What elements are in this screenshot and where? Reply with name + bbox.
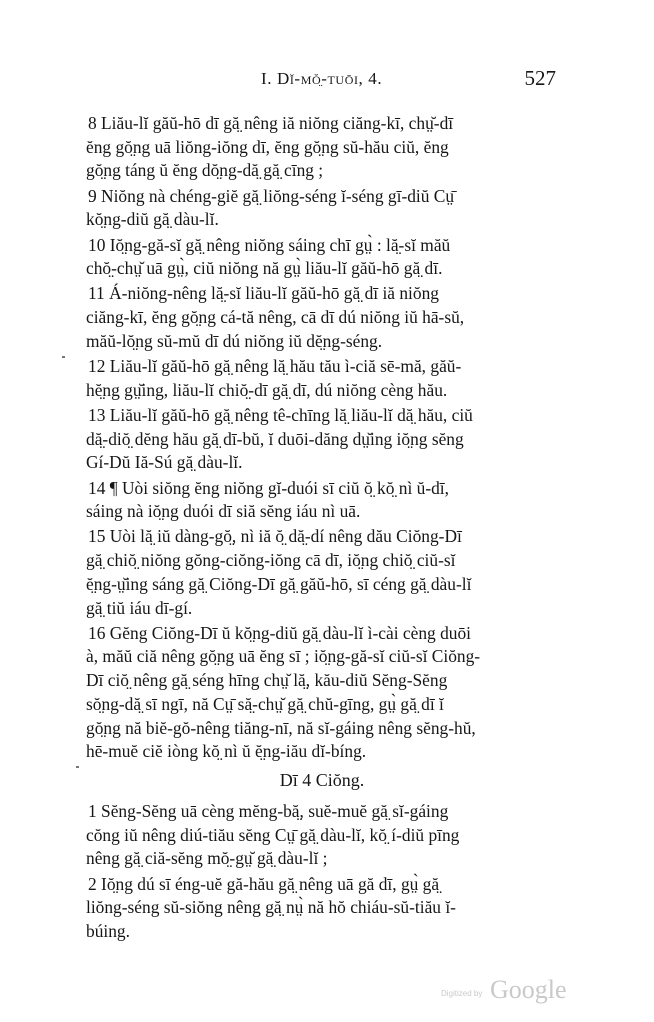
verse-line: 8 Liău-lĭ găŭ-hō dī gă̤ nêng iă niŏng ciăng-kī, chṳ̆-dī — [88, 113, 454, 133]
verse-paragraph — [86, 404, 558, 475]
running-title: I. Dĭ-mŏ̤-tuōi, 4. — [261, 69, 383, 88]
verse-line: gŏ̤ng táng ŭ ĕng dŏ̤ng-dă̤ gă̤ cīng ; — [86, 160, 324, 181]
verse-line: gŏ̤ng nă biĕ-gŏ-nêng tiăng-nī, nă sĭ-gáing nêng sĕng-hŭ, — [86, 717, 476, 738]
verse-line: 13 Liău-lĭ găŭ-hō gă̤ nêng tê-chīng lă̤ liău-lĭ dă̤ hău, ciŭ — [88, 404, 473, 425]
verse-line: ciăng-kī, ĕng gŏ̤ng cá-tă nêng, cā dī dú niŏng iŭ hā-sŭ, — [86, 307, 465, 328]
verse-line: liŏng-séng sŭ-siŏng nêng gă̤ nṳ̀ nă hŏ chiáu-sŭ-tiău ĭ- — [86, 897, 456, 918]
verse-line: 16 Gĕng Ciŏng-Dī ŭ kŏ̤ng-diŭ gă̤ dàu-lĭ ì-cài cèng duōi — [88, 622, 471, 643]
verse-line: 2 Iŏ̤ng dú sī éng-uĕ gă-hău gă̤ nêng uā gă dī, gṳ̀ gă̤ — [88, 873, 440, 894]
verse-block-chapter-3 — [86, 112, 558, 765]
verse-line: gă̤ chiŏ̤ niŏng gŏng-ciŏng-iŏng cā dī, iŏ̤ng chiŏ̤ ciŭ-sĭ — [86, 550, 456, 571]
verse-line: 12 Liău-lĭ găŭ-hō gă̤ nêng lă̤ hău tău ì-ciă sē-mă, găŭ- — [88, 356, 462, 377]
verse-line: ĕ̤ng-ṳ̆ing sáng gă̤ Ciŏng-Dī gă̤ găŭ-hō, sī céng gă̤ dàu-lĭ — [86, 573, 472, 594]
verse-line: măŭ-lŏ̤ng sŭ-mŭ dī dú niŏng iŭ dĕ̤ng-séng. — [86, 330, 383, 351]
verse-line: hĕ̤ng gṳ̆ing, liău-lĭ chiŏ̤-dī gă̤ dī, dú niŏng cèng hău. — [86, 379, 448, 400]
verse-line: 1 Sĕng-Sĕng uā cèng mĕng-bă̤, suĕ-muĕ gă̤ sĭ-gáing — [88, 801, 449, 821]
verse-line: 10 Iŏ̤ng-gă-sĭ gă̤ nêng niŏng sáing chī gṳ̀ : lă̤-sĭ măŭ — [88, 234, 451, 255]
verse-line: 14 ¶ Uòi siŏng ĕng niŏng gĭ-duói sī ciŭ ŏ̤ kŏ̤ nì ŭ-dī, — [88, 477, 449, 498]
verse-line: 15 Uòi lă̤ iŭ dàng-gŏ̤, nì iă ŏ̤ dă̤-dí nêng dău Ciŏng-Dī — [88, 526, 462, 547]
google-watermark — [441, 975, 581, 1005]
verse-line: gă̤ tiŭ iáu dī-gí. — [86, 597, 193, 618]
verse-line: ĕng gŏ̤ng uā liŏng-iŏng dī, ĕng gŏ̤ng sŭ-hău ciŭ, ĕng — [86, 136, 449, 157]
verse-line: sáing nà iŏ̤ng duói dī siă sĕng iáu nì uā. — [86, 501, 361, 522]
verse-line: cŏng iŭ nêng diú-tiău sĕng Cṳ̄ gă̤ dàu-lĭ, kŏ̤ í-diŭ pīng — [86, 824, 460, 845]
verse-line: sŏ̤ng-dă̤ sī ngī, nă Cṳ̄ să̤-chṳ̆ gă̤ chŭ-gīng, gṳ̀ gă̤ dī ĭ — [86, 693, 444, 714]
verse-paragraph — [86, 525, 558, 620]
verse-paragraph — [86, 800, 558, 871]
verse-paragraph — [86, 185, 558, 232]
verse-line: kŏ̤ng-diŭ gă̤ dàu-lĭ. — [86, 209, 219, 230]
verse-line: 11 Á-niŏng-nêng lă̤-sĭ liău-lĭ găŭ-hō gă̤ dī iă niŏng — [88, 283, 439, 304]
verse-paragraph — [86, 477, 558, 524]
margin-speck — [62, 356, 65, 358]
page-number: 527 — [524, 66, 556, 90]
verse-line: Gí-Dŭ Iă-Sú gă̤ dàu-lĭ. — [86, 452, 243, 473]
watermark-brand: Google — [490, 975, 567, 1004]
verse-line: à, măŭ ciă nêng gŏ̤ng uā ĕng sī ; iŏ̤ng-gă-sĭ ciŭ-sĭ Ciŏng- — [86, 646, 481, 667]
margin-speck — [76, 766, 79, 768]
verse-line: 9 Niŏng nà chéng-giĕ gă̤ liŏng-séng ĭ-séng gī-diŭ Cṳ̄ — [88, 185, 455, 206]
verse-paragraph — [86, 234, 558, 281]
verse-line: dă̤-diŏ̤ dĕng hău gă̤ dī-bŭ, ĭ duōi-dăng dṳ̆ing iŏ̤ng sĕng — [86, 428, 464, 449]
verse-paragraph — [86, 622, 558, 764]
verse-line: búing. — [86, 921, 130, 942]
verse-line: chŏ̤-chṳ̆ uā gṳ̀, ciŭ niŏng nă gṳ̀ liău-lĭ găŭ-hō gă̤ dī. — [86, 258, 443, 279]
verse-paragraph — [86, 355, 558, 402]
verse-line: nêng gă̤ ciă-sĕng mŏ̤-gṳ̆ gă̤ dàu-lĭ ; — [86, 848, 328, 869]
watermark-digitized-label: Digitized by — [441, 989, 483, 998]
verse-paragraph — [86, 282, 558, 353]
verse-paragraph — [86, 873, 558, 944]
chapter-heading: Dī 4 Ciŏng. — [279, 770, 365, 790]
verse-line: hē-muĕ ciĕ iòng kŏ̤ nì ŭ ĕ̤ng-iău dĭ-bíng. — [86, 741, 367, 762]
verse-paragraph — [86, 112, 558, 183]
verse-block-chapter-4 — [86, 800, 558, 945]
verse-line: Dī ciŏ̤ nêng gă̤ séng hīng chṳ̆ lă̤, kău-diŭ Sĕng-Sĕng — [86, 670, 448, 691]
page-header — [86, 66, 556, 96]
